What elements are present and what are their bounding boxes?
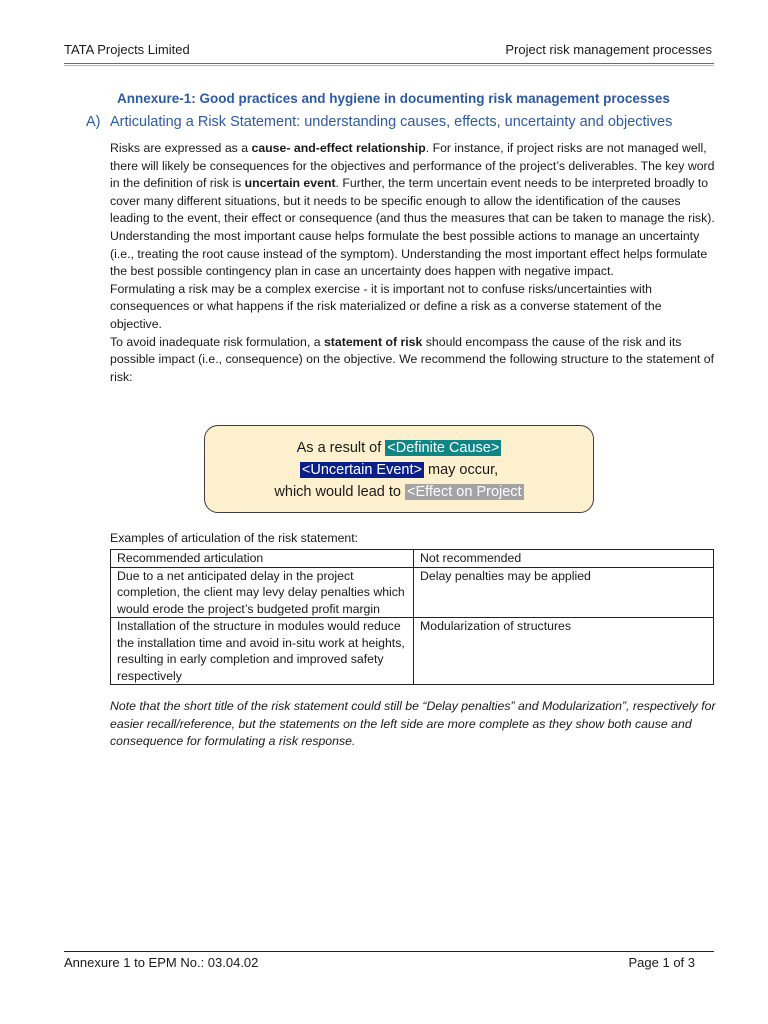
- formula-lead-to: which would lead to: [274, 484, 405, 500]
- effect-on-project-tag: <Effect on Project: [406, 484, 522, 500]
- table-note: Note that the short title of the risk statement could still be “Delay penalties” and Modularization”, respectively for easier recall/reference, but the statements on the left side are more complete as they show both cause and consequence for formulating a risk response.: [110, 699, 716, 749]
- p4-bold-statement-of-risk: statement of risk: [323, 334, 423, 349]
- table-cell: Modularization of structures: [414, 618, 714, 685]
- body-text: [110, 140, 716, 386]
- header-company: TATA Projects Limited: [64, 42, 190, 57]
- paragraph-3: Formulating a risk may be a complex exercise - it is important not to confuse risks/uncertainties with consequences or what happens if the risk materialized or define a risk as a converse statement of the objective.: [110, 281, 662, 331]
- table-header-row: [111, 550, 714, 568]
- table-row: [111, 567, 714, 618]
- table-row: [111, 618, 714, 685]
- p1-bold-uncertain-event: uncertain event: [244, 176, 336, 191]
- formula-line-2: [205, 459, 593, 481]
- formula-line-3: [205, 481, 593, 503]
- section-heading: [86, 114, 672, 130]
- examples-label: Examples of articulation of the risk statement:: [110, 531, 359, 545]
- examples-table: [110, 549, 714, 685]
- table-cell: Installation of the structure in modules would reduce the installation time and avoid in-situ work at heights, resulting in early completion and improved safety respectively: [111, 618, 414, 685]
- formula-line-1: [205, 437, 593, 459]
- paragraph-2: Understanding the most important cause helps formulate the best possible actions to manage an uncertainty (i.e., treating the root cause instead of the symptom). Understanding the most important effect helps formulate the best possible contingency plan in case an uncertainty does happen with negative impact.: [110, 228, 708, 279]
- p1-text-1: Risks are expressed as a: [110, 141, 252, 155]
- table-header-not-recommended: Not recommended: [414, 550, 714, 568]
- table-cell: Delay penalties may be applied: [414, 567, 714, 618]
- risk-statement-formula-box: [204, 425, 594, 513]
- p1-text-2: . For instance, if project risks are not managed well, there will likely be consequences for the objectives and performance of the project’s deliverables. The key word in the definition of risk is: [110, 141, 715, 191]
- table-cell: Due to a net anticipated delay in the project completion, the client may levy delay penalties which would erode the project’s budgeted profit margin: [111, 567, 414, 618]
- header-divider-secondary: [64, 65, 714, 66]
- paragraph-4: [110, 334, 716, 387]
- header-document-title: Project risk management processes: [505, 42, 712, 57]
- p1-bold-cause-effect: cause- and-effect relationship: [251, 141, 426, 155]
- p4-text-1: To avoid inadequate risk formulation, a: [110, 334, 324, 349]
- formula-may-occur: may occur,: [423, 462, 499, 478]
- annexure-title: Annexure-1: Good practices and hygiene in documenting risk management processes: [117, 91, 670, 106]
- section-label: A): [86, 114, 101, 130]
- header-divider: [64, 63, 714, 64]
- paragraph-1: [110, 140, 716, 228]
- page-number: Page 1 of 3: [628, 955, 695, 970]
- formula-prefix: As a result of: [296, 440, 386, 456]
- footer-divider: [64, 951, 714, 952]
- section-title: Articulating a Risk Statement: understanding causes, effects, uncertainty and objectives: [110, 114, 673, 130]
- table-header-recommended: Recommended articulation: [111, 550, 414, 568]
- p4-text-2: should encompass the cause of the risk and its possible impact (i.e., consequence) on the objective. We recommend the following structure to the statement of risk:: [110, 334, 715, 384]
- uncertain-event-tag: <Uncertain Event>: [301, 462, 422, 478]
- definite-cause-tag: <Definite Cause>: [387, 440, 500, 456]
- footer-reference: Annexure 1 to EPM No.: 03.04.02: [64, 955, 259, 970]
- p1-text-3: . Further, the term uncertain event needs to be interpreted broadly to cover many different situations, but it needs to be specific enough to allow the identification of the causes leading to the event, their effect or consequence (and thus the measures that can be taken to manage the risk).: [110, 176, 715, 226]
